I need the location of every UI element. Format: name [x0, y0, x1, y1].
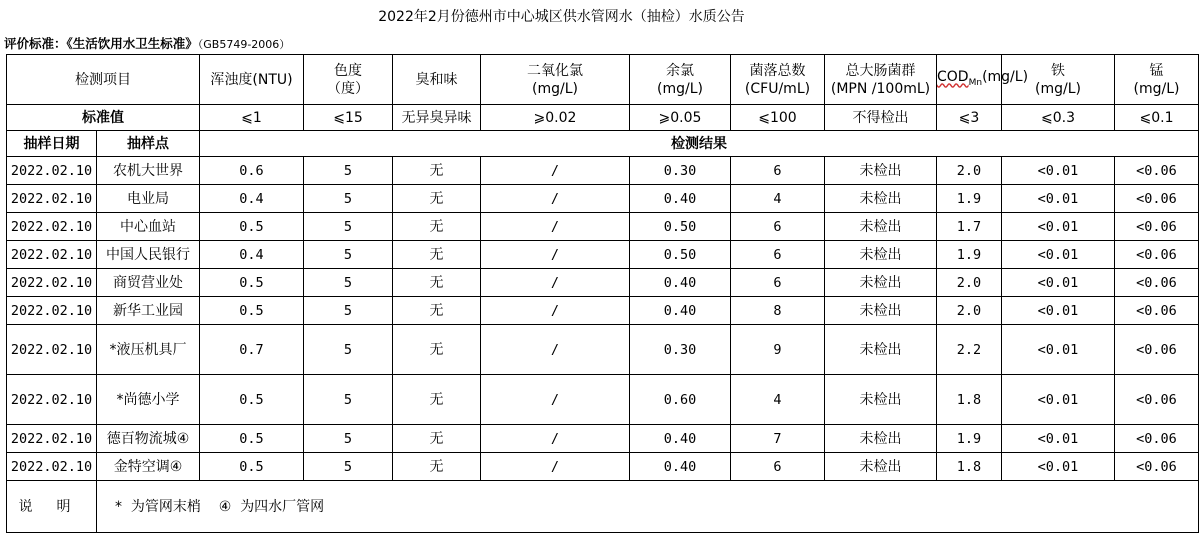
sampling-site: 新华工业园 — [97, 297, 200, 325]
result-value: 1.8 — [937, 453, 1002, 481]
result-value: 6 — [731, 157, 825, 185]
result-value: 5 — [304, 297, 393, 325]
water-quality-table — [6, 54, 1199, 533]
result-value: <0.06 — [1115, 213, 1199, 241]
result-value: 2.2 — [937, 325, 1002, 375]
result-value: 未检出 — [825, 213, 937, 241]
results-header-row — [7, 131, 1199, 157]
result-value: <0.01 — [1002, 241, 1115, 269]
result-value: <0.06 — [1115, 157, 1199, 185]
table-row — [7, 241, 1199, 269]
result-value: 6 — [731, 453, 825, 481]
sampling-site-header: 抽样点 — [97, 131, 200, 157]
result-value: 8 — [731, 297, 825, 325]
column-unit: (mg/L) — [982, 68, 1029, 85]
result-value: 未检出 — [825, 425, 937, 453]
result-value: <0.06 — [1115, 269, 1199, 297]
sampling-site: 农机大世界 — [97, 157, 200, 185]
result-value: 0.5 — [200, 375, 304, 425]
sampling-date: 2022.02.10 — [7, 375, 97, 425]
note-row — [7, 481, 1199, 533]
result-value: / — [481, 241, 630, 269]
result-value: 未检出 — [825, 297, 937, 325]
table-row — [7, 213, 1199, 241]
results-header: 检测结果 — [200, 131, 1199, 157]
table-row — [7, 185, 1199, 213]
sampling-site: 中国人民银行 — [97, 241, 200, 269]
column-name: 总大肠菌群 — [845, 62, 916, 79]
result-value: / — [481, 213, 630, 241]
result-value: <0.06 — [1115, 185, 1199, 213]
column-name: 二氧化氯 — [527, 62, 583, 79]
result-value: / — [481, 325, 630, 375]
sampling-date: 2022.02.10 — [7, 269, 97, 297]
column-unit: (MPN /100mL) — [830, 80, 931, 97]
sampling-date: 2022.02.10 — [7, 157, 97, 185]
result-value: 0.30 — [630, 157, 731, 185]
result-value: 0.4 — [200, 241, 304, 269]
result-value: / — [481, 425, 630, 453]
header-cell — [481, 55, 630, 105]
header-cell — [1115, 55, 1199, 105]
column-name: 臭和味 — [415, 71, 458, 88]
column-name: 锰 — [1149, 62, 1164, 79]
note-label: 说明 — [7, 481, 97, 533]
header-cell — [731, 55, 825, 105]
column-subscript: Mn — [968, 77, 983, 88]
column-unit: (mg/L) — [657, 80, 703, 97]
result-value: 6 — [731, 213, 825, 241]
result-value: 无 — [393, 325, 481, 375]
result-value: 5 — [304, 325, 393, 375]
result-value: <0.01 — [1002, 375, 1115, 425]
result-value: <0.01 — [1002, 425, 1115, 453]
result-value: 未检出 — [825, 325, 937, 375]
result-value: <0.01 — [1002, 325, 1115, 375]
result-value: <0.01 — [1002, 453, 1115, 481]
result-value: 1.9 — [937, 185, 1002, 213]
result-value: 未检出 — [825, 269, 937, 297]
column-unit: (mg/L) — [1035, 80, 1081, 97]
result-value: 0.7 — [200, 325, 304, 375]
standard-label: 评价标准：《生活饮用水卫生标准》 — [4, 36, 198, 51]
sampling-date: 2022.02.10 — [7, 297, 97, 325]
standard-value: ⩾0.05 — [630, 105, 731, 131]
sampling-site: 中心血站 — [97, 213, 200, 241]
table-body — [7, 55, 1199, 533]
sampling-site: 金特空调④ — [97, 453, 200, 481]
result-value: 0.50 — [630, 213, 731, 241]
result-value: 5 — [304, 213, 393, 241]
result-value: <0.01 — [1002, 213, 1115, 241]
result-value: 0.5 — [200, 453, 304, 481]
header-cell — [630, 55, 731, 105]
standard-value: ⩽15 — [304, 105, 393, 131]
result-value: 5 — [304, 241, 393, 269]
result-value: 4 — [731, 375, 825, 425]
standard-value: ⩽1 — [200, 105, 304, 131]
sampling-site: *尚德小学 — [97, 375, 200, 425]
result-value: 未检出 — [825, 453, 937, 481]
sampling-date: 2022.02.10 — [7, 453, 97, 481]
result-value: 0.40 — [630, 185, 731, 213]
header-cell — [825, 55, 937, 105]
circle-explanation: 为四水厂管网 — [240, 498, 325, 515]
result-value: 0.6 — [200, 157, 304, 185]
result-value: / — [481, 269, 630, 297]
page-title: 2022年2月份德州市中心城区供水管网水（抽检）水质公告 — [378, 9, 745, 25]
standard-value: ⩾0.02 — [481, 105, 630, 131]
result-value: <0.01 — [1002, 185, 1115, 213]
column-unit: （度） — [327, 80, 369, 97]
result-value: 无 — [393, 269, 481, 297]
result-value: <0.06 — [1115, 297, 1199, 325]
header-cell — [304, 55, 393, 105]
sampling-site: *液压机具厂 — [97, 325, 200, 375]
result-value: / — [481, 453, 630, 481]
column-name: 菌落总数 — [749, 62, 806, 79]
table-row — [7, 425, 1199, 453]
result-value: 0.50 — [630, 241, 731, 269]
result-value: 5 — [304, 157, 393, 185]
column-unit: (mg/L) — [532, 80, 578, 97]
result-value: <0.06 — [1115, 425, 1199, 453]
result-value: 无 — [393, 297, 481, 325]
circle-symbol: ④ — [218, 498, 232, 515]
star-explanation: 为管网末梢 — [130, 498, 201, 515]
result-value: / — [481, 297, 630, 325]
result-value: 无 — [393, 375, 481, 425]
result-value: 4 — [731, 185, 825, 213]
column-unit: (CFU/mL) — [744, 80, 811, 97]
column-name: 色度 — [334, 62, 362, 79]
header-row — [7, 55, 1199, 105]
result-value: 无 — [393, 241, 481, 269]
result-value: 9 — [731, 325, 825, 375]
result-value: 未检出 — [825, 241, 937, 269]
standard-value: ⩽3 — [937, 105, 1002, 131]
result-value: 1.8 — [937, 375, 1002, 425]
table-row — [7, 325, 1199, 375]
result-value: 0.5 — [200, 425, 304, 453]
table-row — [7, 157, 1199, 185]
evaluation-standard — [4, 34, 290, 52]
header-item-label: 检测项目 — [7, 55, 200, 105]
result-value: 5 — [304, 453, 393, 481]
result-value: 0.5 — [200, 269, 304, 297]
result-value: 2.0 — [937, 297, 1002, 325]
sampling-date: 2022.02.10 — [7, 213, 97, 241]
result-value: 无 — [393, 453, 481, 481]
standard-value: 无异臭异味 — [393, 105, 481, 131]
sampling-date: 2022.02.10 — [7, 185, 97, 213]
result-value: 2.0 — [937, 157, 1002, 185]
result-value: 0.4 — [200, 185, 304, 213]
standard-value: ⩽0.1 — [1115, 105, 1199, 131]
header-cell — [393, 55, 481, 105]
note-text — [97, 481, 1199, 533]
table-row — [7, 453, 1199, 481]
standard-value: ⩽0.3 — [1002, 105, 1115, 131]
table-row — [7, 375, 1199, 425]
sampling-site: 商贸营业处 — [97, 269, 200, 297]
sampling-date-header: 抽样日期 — [7, 131, 97, 157]
sampling-date: 2022.02.10 — [7, 241, 97, 269]
result-value: 0.30 — [630, 325, 731, 375]
result-value: 5 — [304, 269, 393, 297]
result-value: <0.01 — [1002, 157, 1115, 185]
result-value: / — [481, 157, 630, 185]
sampling-site: 电业局 — [97, 185, 200, 213]
result-value: 未检出 — [825, 375, 937, 425]
result-value: <0.06 — [1115, 375, 1199, 425]
standard-value: ⩽100 — [731, 105, 825, 131]
result-value: 无 — [393, 157, 481, 185]
result-value: 0.40 — [630, 425, 731, 453]
result-value: 5 — [304, 185, 393, 213]
sampling-date: 2022.02.10 — [7, 425, 97, 453]
result-value: <0.01 — [1002, 269, 1115, 297]
result-value: 5 — [304, 375, 393, 425]
result-value: 未检出 — [825, 185, 937, 213]
column-name: COD — [937, 68, 969, 85]
column-name: 余氯 — [666, 62, 694, 79]
result-value: <0.01 — [1002, 297, 1115, 325]
standard-code: （GB5749-2006） — [197, 38, 291, 51]
result-value: <0.06 — [1115, 325, 1199, 375]
result-value: 0.60 — [630, 375, 731, 425]
column-name: 铁 — [1051, 62, 1065, 79]
result-value: 6 — [731, 241, 825, 269]
sampling-date: 2022.02.10 — [7, 325, 97, 375]
result-value: 无 — [393, 185, 481, 213]
sampling-site: 德百物流城④ — [97, 425, 200, 453]
result-value: 0.5 — [200, 213, 304, 241]
result-value: 未检出 — [825, 157, 937, 185]
result-value: <0.06 — [1115, 241, 1199, 269]
standard-label: 标准值 — [7, 105, 200, 131]
result-value: / — [481, 185, 630, 213]
result-value: 1.9 — [937, 425, 1002, 453]
result-value: / — [481, 375, 630, 425]
column-unit: (mg/L) — [1133, 80, 1180, 97]
standard-row — [7, 105, 1199, 131]
header-cell — [937, 55, 1029, 105]
result-value: 1.7 — [937, 213, 1002, 241]
result-value: 0.40 — [630, 453, 731, 481]
table-row — [7, 297, 1199, 325]
result-value: 0.5 — [200, 297, 304, 325]
result-value: 7 — [731, 425, 825, 453]
star-symbol: * — [115, 498, 122, 515]
result-value: 无 — [393, 425, 481, 453]
result-value: <0.06 — [1115, 453, 1199, 481]
result-value: 6 — [731, 269, 825, 297]
result-value: 5 — [304, 425, 393, 453]
result-value: 0.40 — [630, 297, 731, 325]
header-cell — [200, 55, 304, 105]
standard-value: 不得检出 — [825, 105, 937, 131]
result-value: 0.40 — [630, 269, 731, 297]
result-value: 1.9 — [937, 241, 1002, 269]
result-value: 无 — [393, 213, 481, 241]
table-row — [7, 269, 1199, 297]
result-value: 2.0 — [937, 269, 1002, 297]
column-name: 浑浊度(NTU) — [210, 71, 293, 88]
